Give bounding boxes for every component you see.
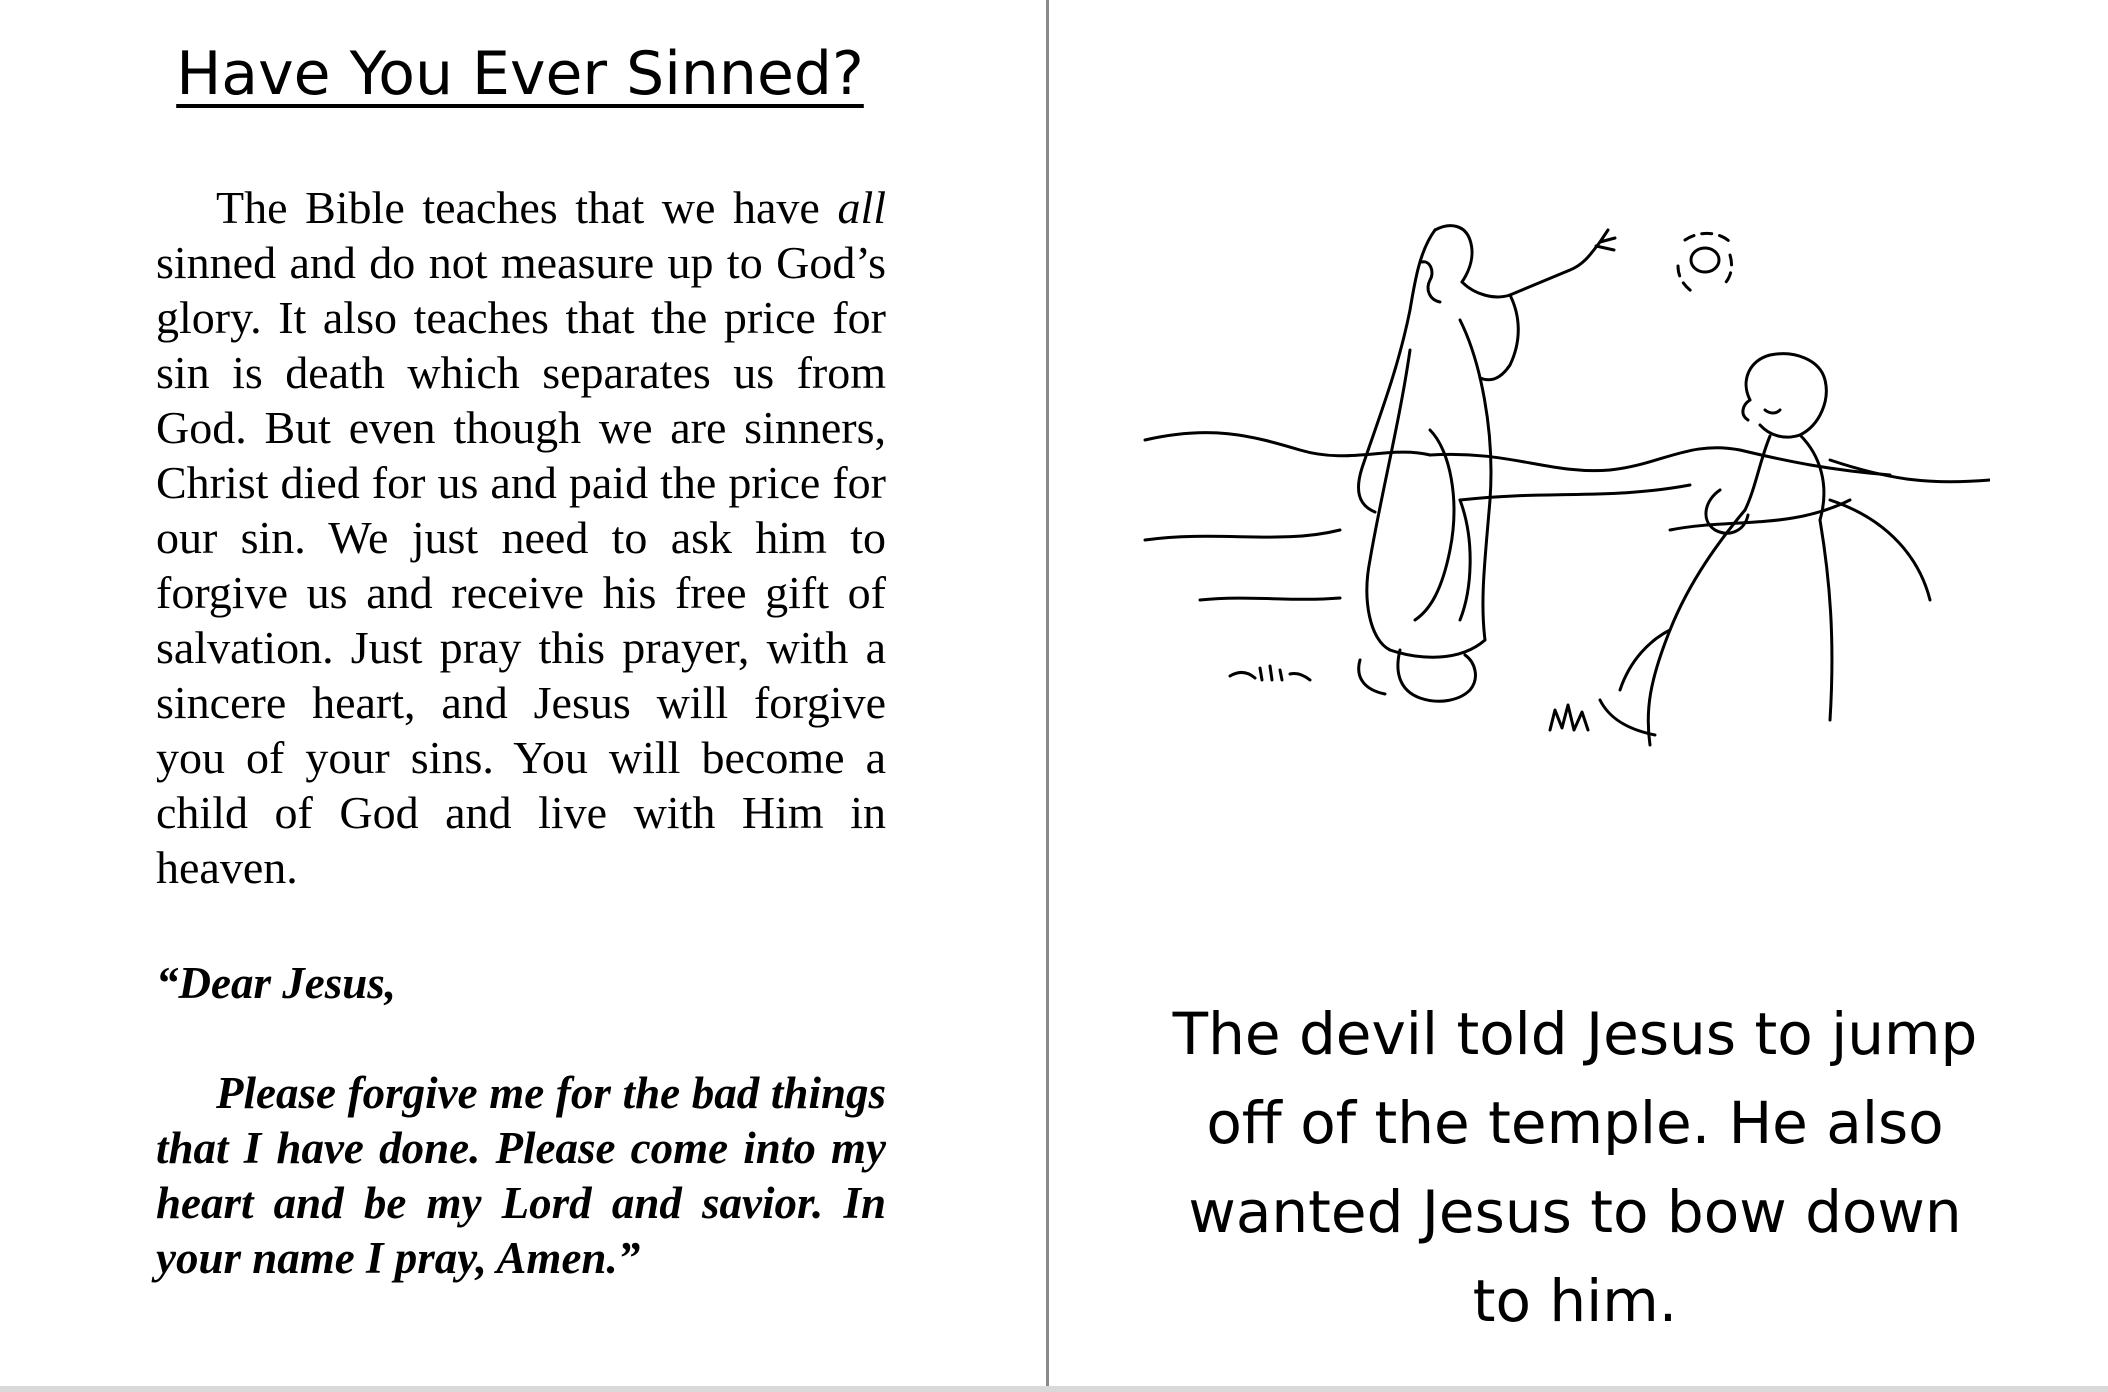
prayer-body: Please forgive me for the bad things that I have done. Please come into my heart and be my Lord and savior. In your name I pray, Amen.” [156,1068,886,1283]
body-paragraph-emphasis: all [837,182,886,233]
left-page [0,0,1046,1392]
body-paragraph-rest: sinned and do not measure up to God’s glory. It also teaches that the price for sin is death which separates us from God. But even though we are sinners, Christ died for us and paid the price for our sin. We just need to ask him to forgive us and receive his free gift of salvation. Just pray this prayer, with a sincere heart, and Jesus will forgive you of your sins. You will become a child of God and live with Him in heaven. [156,237,886,893]
page-title-text: Have You Ever Sinned? [176,39,864,109]
illustration-caption: The devil told Jesus to jump off of the temple. He also wanted Jesus to bow down to him. [1172,1000,1978,1335]
page-title [150,32,890,116]
jesus-and-devil-illustration [1130,200,1990,760]
prayer-greeting: “Dear Jesus, [156,958,397,1008]
body-paragraph-start: The Bible teaches that we have [216,182,838,233]
bottom-edge [0,1386,2108,1392]
body-paragraph [156,180,886,895]
